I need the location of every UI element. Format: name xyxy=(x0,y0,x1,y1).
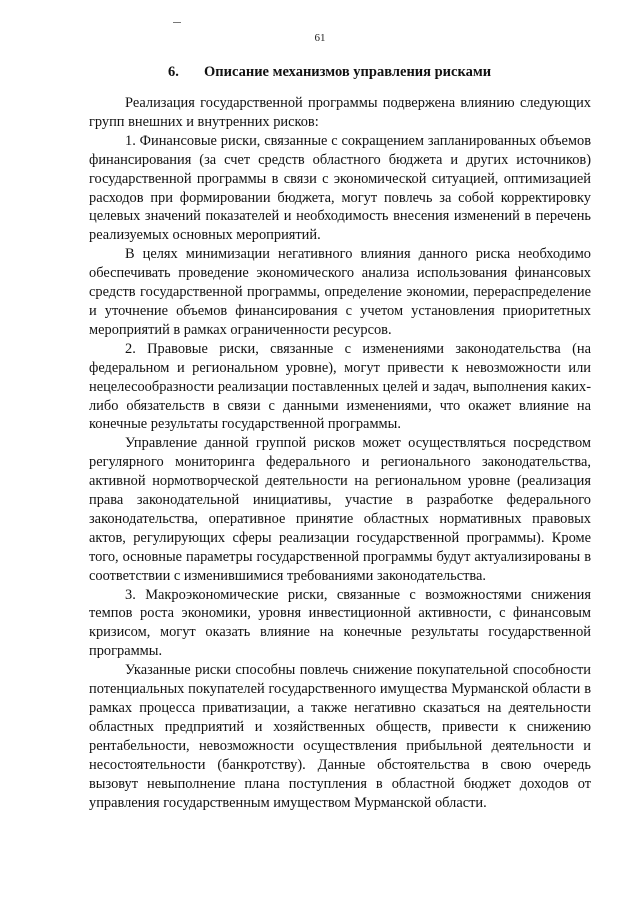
paragraph-macroeconomic-consequences: Указанные риски способны повлечь снижение покупательной способности потенциальных покупателей государственного имущества Мурманской области в рамках процесса приватизации, а также негативно сказаться на деятельности областных предприятий и хозяйственных обществ, привести к снижению рентабельности, невозможности осуществления прибыльной деятельности и несостоятельности (банкротству). Данные обстоятельства в свою очередь вызовут невыполнение плана поступления в областной бюджет доходов от управления государственным имуществом Мурманской области. xyxy=(89,662,591,811)
section-title: Описание механизмов управления рисками xyxy=(204,64,492,80)
paragraph-macroeconomic-risks: 3. Макроэкономические риски, связанные с возможностями снижения темпов роста экономики, уровня инвестиционной активности, с финансовым кризисом, могут оказать влияние на конечные результаты государственной программы. xyxy=(89,586,591,660)
section-number: 6. xyxy=(168,64,179,80)
paragraph-legal-mitigation: Управление данной группой рисков может осуществляться посредством регулярного мониторинга федерального и регионального законодательства, активной нормотворческой деятельности на региональном уровне (реализация права законодательной инициативы, участие в разработке федерального законодательства, оперативное принятие областных нормативных правовых актов, регулирующих сферы реализации государственной программы). Кроме того, основные параметры государственной программы будут актуализированы в соответствии с изменившимися требованиями законодательства. xyxy=(89,435,591,584)
paragraph-legal-risks: 2. Правовые риски, связанные с изменениями законодательства (на федеральном и региональном уровне), могут привести к невозможности или нецелесообразности реализации поставленных целей и задач, выполнения каких-либо обязательств в связи с данными изменениями, что окажет влияние на конечные результаты государственной программы. xyxy=(89,340,591,433)
paragraph-intro: Реализация государственной программы подвержена влиянию следующих групп внешних и внутренних рисков: xyxy=(89,95,591,130)
document-body xyxy=(89,94,591,812)
page-number: 61 xyxy=(314,32,326,44)
section-heading xyxy=(168,64,491,81)
paragraph-financial-risks: 1. Финансовые риски, связанные с сокращением запланированных объемов финансирования (за счет средств областного бюджета и других источников) государственной программы в связи с экономической ситуацией, оптимизацией расходов при формировании бюджета, могут повлечь за собой корректировку целевых значений показателей и необходимость внесения изменений в перечень реализуемых основных мероприятий. xyxy=(89,132,591,244)
scan-mark xyxy=(173,22,181,23)
paragraph-financial-mitigation: В целях минимизации негативного влияния данного риска необходимо обеспечивать проведение экономического анализа использования финансовых средств государственной программы, определение экономии, перераспределение и уточнение объемов финансирования с учетом установления приоритетных мероприятий в рамках ограниченности ресурсов. xyxy=(89,246,591,338)
